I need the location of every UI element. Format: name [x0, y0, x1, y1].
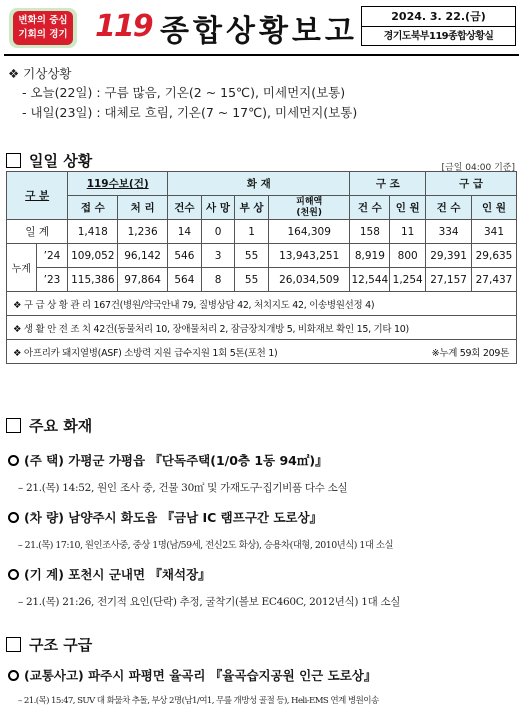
table-cell: 109,052 — [68, 244, 118, 268]
table-cell: 800 — [390, 244, 426, 268]
table-cell: 1 — [235, 220, 269, 244]
weather-title: ❖ 기상상황 — [8, 66, 72, 81]
table-cell: 0 — [201, 220, 235, 244]
circle-bullet-icon — [8, 512, 19, 523]
table-cell: 27,157 — [426, 268, 472, 292]
rescue-section-title — [6, 634, 92, 655]
table-cell: 14 — [168, 220, 202, 244]
report-header: 119수보(건) — [68, 172, 168, 196]
fires-section-title — [6, 415, 92, 436]
report-org: 경기도북부119종합상황실 — [383, 31, 494, 42]
table-cell: 341 — [472, 220, 517, 244]
table-cell: 97,864 — [118, 268, 168, 292]
table-cell: 55 — [235, 244, 269, 268]
table-cell: 1,236 — [118, 220, 168, 244]
circle-bullet-icon — [8, 569, 19, 580]
rescue-count-header: 건 수 — [350, 196, 390, 220]
table-cell: 8 — [201, 268, 235, 292]
fire-item-1-head: (주 택) 가평군 가평읍 『단독주택(1/0층 1동 94㎡)』 — [8, 451, 328, 469]
weather-section — [8, 64, 518, 123]
ems-people-header: 인 원 — [472, 196, 517, 220]
report-header — [0, 0, 523, 52]
report-date: 2024. 3. 22.(금) — [362, 7, 515, 27]
table-row — [7, 268, 517, 292]
injury-header: 부 상 — [235, 196, 269, 220]
daily-section-title — [6, 150, 92, 171]
note-row — [7, 340, 517, 364]
table-cell: 158 — [350, 220, 390, 244]
fire-item-3-detail: – 21.(목) 21:26, 전기적 요인(단락) 추정, 굴착기(볼보 EC460C, 2012년식) 1대 소실 — [18, 596, 401, 608]
logo-text — [13, 11, 73, 45]
note-row — [7, 316, 517, 340]
weather-today: - 오늘(22일) : 구름 많음, 기온(2 ~ 15℃), 미세먼지(보통) — [22, 85, 346, 100]
table-row — [7, 244, 517, 268]
rescue-header: 구 조 — [350, 172, 426, 196]
fire-item-2-detail: – 21.(목) 17:10, 원인조사중, 중상 1명(남/59세, 전신2도 화상), 승용차(대형, 2010년식) 1대 소실 — [18, 540, 394, 551]
fire-item-2-head: (차 량) 남양주시 화도읍 『금남 IC 램프구간 도로상』 — [8, 508, 322, 526]
table-cell: 29,635 — [472, 244, 517, 268]
as-of-time: [금일 04:00 기준] — [441, 163, 515, 173]
logo-line-1: 변화의 중심 — [18, 15, 68, 26]
ems-header: 구 급 — [426, 172, 517, 196]
header-divider — [4, 54, 519, 56]
handled-header: 처 리 — [118, 196, 168, 220]
circle-bullet-icon — [8, 455, 19, 466]
weather-tomorrow: - 내일(23일) : 대체로 흐림, 기온(7 ~ 17℃), 미세먼지(보통) — [22, 105, 358, 120]
table-cell: 115,386 — [68, 268, 118, 292]
ems-management-note: ❖ 구 급 상 황 관 리 167건(병원/약국안내 79, 질병상담 42, 처치지도 42, 이송병원선정 4) — [7, 292, 517, 316]
table-cell: 11 — [390, 220, 426, 244]
fires-title: 주요 화재 — [29, 417, 93, 435]
table-header-row-2 — [7, 196, 517, 220]
gyeonggi-logo — [9, 8, 77, 48]
asf-support-note: ❖ 아프리카 돼지열병(ASF) 소방력 지원 급수지원 1회 5톤(포천 1) ※누계 59회 209톤 — [7, 340, 517, 364]
table-cell: 1,418 — [68, 220, 118, 244]
table-row — [7, 220, 517, 244]
rescue-item-1-head: (교통사고) 파주시 파평면 율곡리 『율곡습지공원 인근 도로상』 — [8, 666, 376, 684]
table-cell: 26,034,509 — [268, 268, 350, 292]
table-cell: 564 — [168, 268, 202, 292]
table-header-row-1 — [7, 172, 517, 196]
ems-count-header: 건 수 — [426, 196, 472, 220]
row-label-cumulative: 누계 — [7, 244, 37, 292]
rescue-title: 구조 구급 — [29, 636, 93, 654]
stats-table — [6, 171, 517, 364]
daily-title: 일일 상황 — [29, 152, 93, 170]
checkbox-square-icon — [6, 637, 21, 652]
receipt-header: 접 수 — [68, 196, 118, 220]
rescue-people-header: 인 원 — [390, 196, 426, 220]
checkbox-square-icon — [6, 153, 21, 168]
table-cell: 1,254 — [390, 268, 426, 292]
table-cell: 55 — [235, 268, 269, 292]
row-label-2023: ’23 — [36, 268, 68, 292]
fire-item-3-head: (기 계) 포천시 군내면 『채석장』 — [8, 565, 211, 583]
circle-bullet-icon — [8, 670, 19, 681]
table-cell: 27,437 — [472, 268, 517, 292]
note-row — [7, 292, 517, 316]
row-label-2024: ’24 — [36, 244, 68, 268]
date-box — [361, 6, 516, 46]
logo-119: 119 — [95, 9, 152, 44]
table-cell: 96,142 — [118, 244, 168, 268]
table-cell: 546 — [168, 244, 202, 268]
rescue-item-1-detail: – 21.(목) 15:47, SUV 대 화물차 추돌, 부상 2명(남1/여1, 무릎 개방성 골절 등), Heli-EMS 연계 병원이송 — [18, 696, 379, 706]
logo-line-2: 기회의 경기 — [18, 29, 68, 40]
asf-cumulative: ※누계 59회 209톤 — [431, 347, 509, 359]
table-cell: 12,544 — [350, 268, 390, 292]
table-cell: 164,309 — [268, 220, 350, 244]
col-group-header: 구 분 — [7, 172, 68, 220]
page-title: 종합상황보고 — [160, 14, 358, 49]
checkbox-square-icon — [6, 418, 21, 433]
table-cell: 8,919 — [350, 244, 390, 268]
row-label-daily: 일 계 — [7, 220, 68, 244]
fire-item-1-detail: – 21.(목) 14:52, 원인 조사 중, 건물 30㎡ 및 가재도구·집기비품 다수 소실 — [18, 482, 348, 494]
fire-header: 화 재 — [168, 172, 350, 196]
safety-measure-note: ❖ 생 활 안 전 조 치 42건(동물처리 10, 장애물처리 2, 잠금장치개방 5, 비화재보 확인 15, 기타 10) — [7, 316, 517, 340]
damage-header: 피해액 (천원) — [268, 196, 350, 220]
table-cell: 13,943,251 — [268, 244, 350, 268]
table-cell: 334 — [426, 220, 472, 244]
fire-count-header: 건수 — [168, 196, 202, 220]
table-cell: 3 — [201, 244, 235, 268]
table-cell: 29,391 — [426, 244, 472, 268]
death-header: 사 망 — [201, 196, 235, 220]
